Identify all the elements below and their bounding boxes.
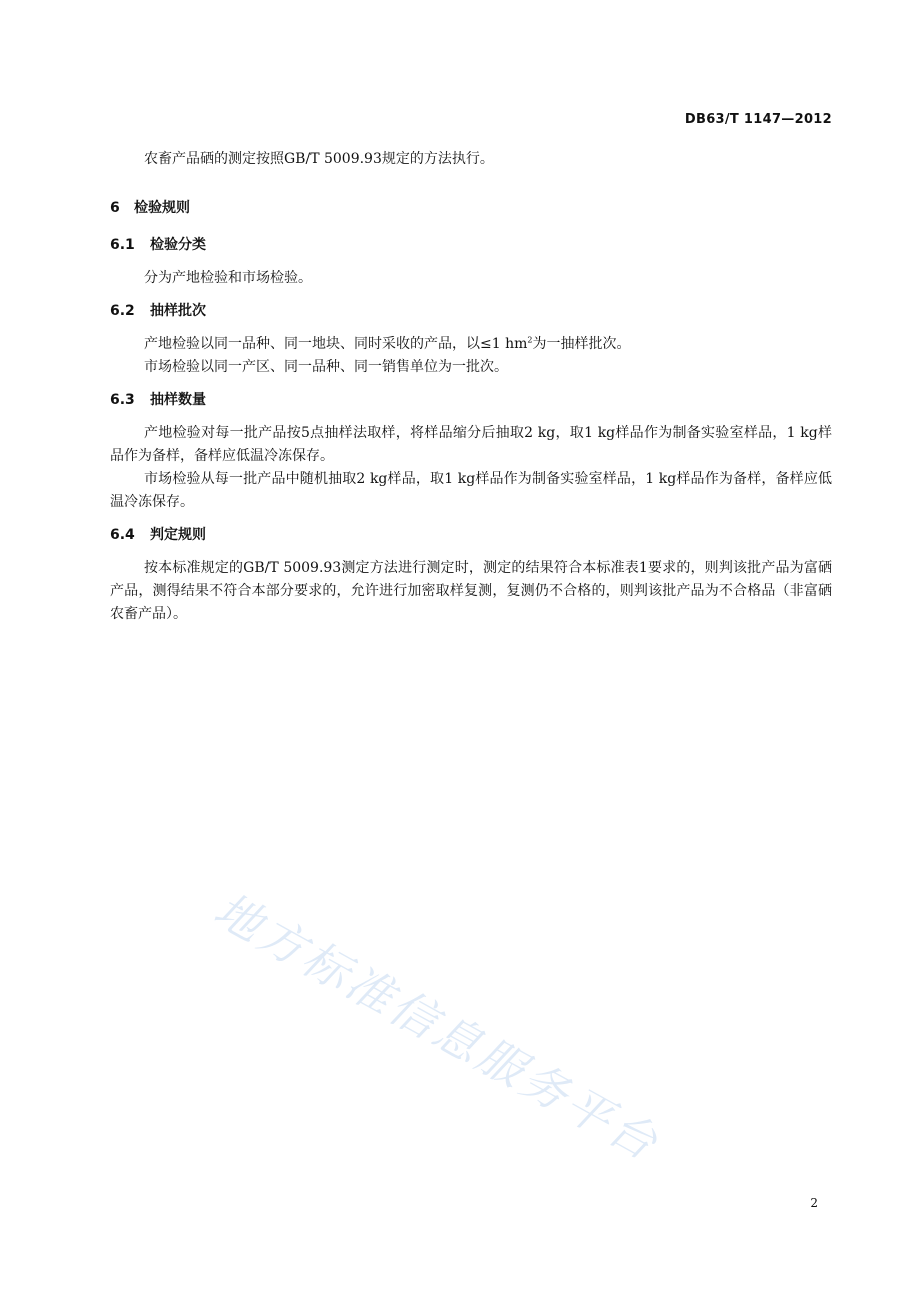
text-part: 为一抽样批次。 [532,336,631,352]
section-number: 6.3 [110,392,135,408]
text-part: 产地检验以同一品种、同一地块、同时采收的产品，以≤1 hm [144,336,528,352]
section-number: 6 [110,200,120,216]
section-6-2-heading [110,300,832,323]
section-6-3-paragraph-2: 市场检验从每一批产品中随机抽取2 kg样品，取1 kg样品作为制备实验室样品，1 kg样品作为备样，备样应低温冷冻保存。 [110,471,832,510]
section-6-1-heading [110,234,832,257]
section-6-3-heading [110,389,832,412]
section-6-2-paragraph-1 [110,333,832,356]
section-number: 6.1 [110,237,135,253]
watermark: 地方标准信息服务平台 [205,882,669,1172]
section-6-2-paragraph-2: 市场检验以同一产区、同一品种、同一销售单位为一批次。 [144,359,508,375]
section-6-1-paragraph: 分为产地检验和市场检验。 [144,270,312,286]
section-number: 6.2 [110,303,135,319]
section-6-4-paragraph: 按本标准规定的GB/T 5009.93测定方法进行测定时，测定的结果符合本标准表1要求的，则判该批产品为富硒产品，测得结果不符合本部分要求的，允许进行加密取样复测，复测仍不合格的，则判该批产品为不合格品（非富硒农畜产品）。 [110,560,832,622]
section-title: 检验分类 [150,237,206,253]
section-6-3-paragraph-1: 产地检验对每一批产品按5点抽样法取样，将样品缩分后抽取2 kg，取1 kg样品作为制备实验室样品，1 kg样品作为备样，备样应低温冷冻保存。 [110,425,832,464]
document-body [110,148,832,626]
document-code: DB63/T 1147—2012 [684,112,832,127]
section-title: 抽样批次 [150,303,206,319]
intro-paragraph: 农畜产品硒的测定按照GB/T 5009.93规定的方法执行。 [144,151,494,167]
page-number: 2 [810,1196,818,1210]
section-6-heading [110,197,832,220]
section-title: 抽样数量 [150,392,206,408]
section-number: 6.4 [110,527,135,543]
section-title: 判定规则 [150,527,206,543]
section-title: 检验规则 [134,200,190,216]
superscript: 2 [527,335,533,345]
section-6-4-heading [110,524,832,547]
